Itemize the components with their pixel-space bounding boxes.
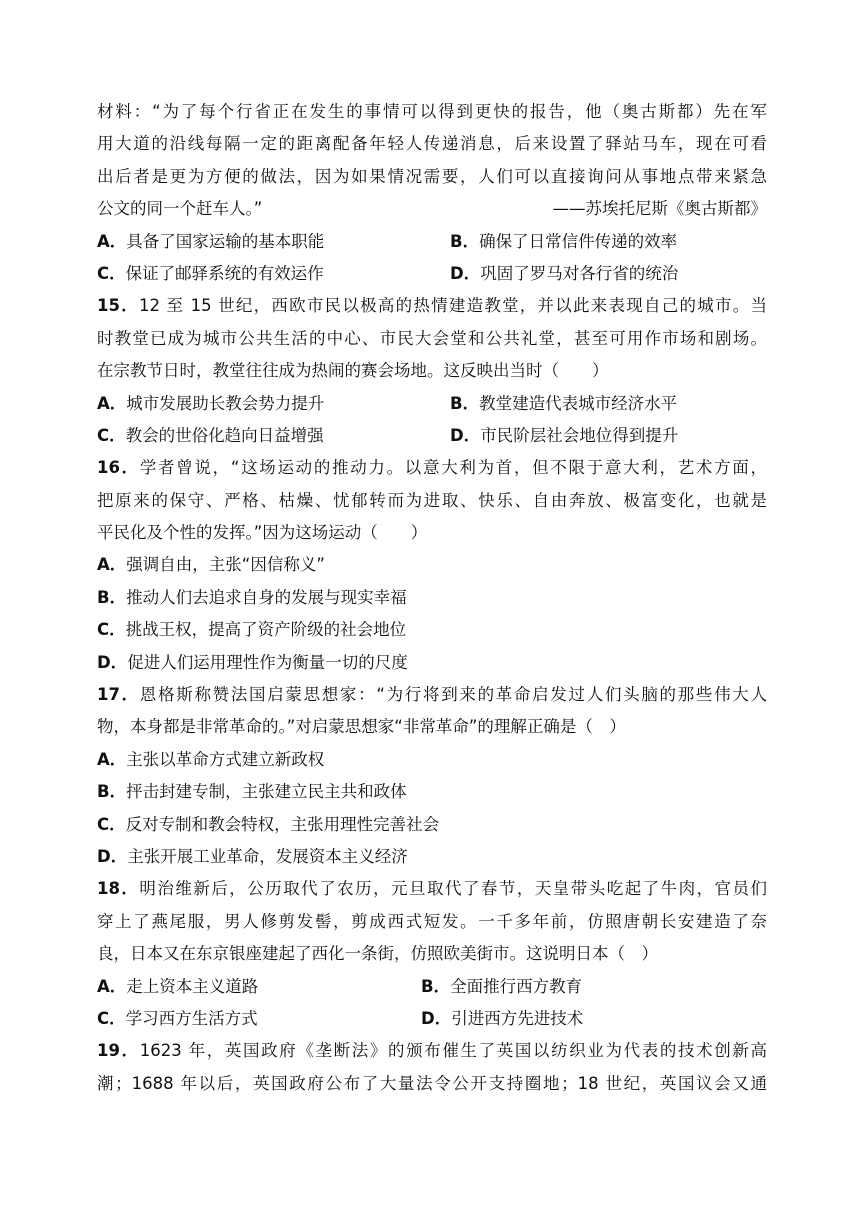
option-b[interactable]: B．抨击封建专制，主张建立民主共和政体 bbox=[97, 782, 407, 802]
material-block bbox=[97, 96, 767, 290]
material-line: 用大道的沿线每隔一定的距离配备年轻人传递消息，后来设置了驿站马车，现在可看 bbox=[97, 134, 767, 154]
option-d[interactable]: D．主张开展工业革命，发展资本主义经济 bbox=[97, 846, 408, 866]
question-stem-line: 把原来的保守、严格、枯燥、忧郁转而为进取、快乐、自由奔放、极富变化，也就是 bbox=[97, 490, 767, 510]
material-source: ——苏埃托尼斯《奥古斯都》 bbox=[552, 199, 767, 219]
options-row bbox=[97, 971, 767, 1003]
question-stem-line: 19．1623 年，英国政府《垄断法》的颁布催生了英国以纺织业为代表的技术创新高 bbox=[97, 1041, 767, 1061]
material-line: 材料：“为了每个行省正在发生的事情可以得到更快的报告，他（奥古斯都）先在军 bbox=[97, 102, 767, 121]
options-row bbox=[97, 258, 767, 290]
question-number: 16． bbox=[97, 458, 140, 478]
question-15 bbox=[97, 290, 767, 452]
options-row bbox=[97, 388, 767, 420]
material-last-line bbox=[97, 193, 767, 225]
option-c[interactable]: C．保证了邮驿系统的有效运作 bbox=[97, 263, 324, 283]
option-c[interactable]: C．挑战王权，提高了资产阶级的社会地位 bbox=[97, 620, 407, 640]
question-stem-line: 16．学者曾说，“这场运动的推动力。以意大利为首，但不限于意大利，艺术方面， bbox=[97, 458, 767, 478]
option-a[interactable]: A．强调自由，主张“因信称义” bbox=[97, 555, 325, 575]
option-b[interactable]: B．确保了日常信件传递的效率 bbox=[450, 231, 678, 251]
option-d[interactable]: D．市民阶层社会地位得到提升 bbox=[450, 425, 679, 445]
question-stem-line: 穿上了燕尾服，男人修剪发髻，剪成西式短发。一千多年前，仿照唐朝长安建造了奈 bbox=[97, 911, 767, 931]
option-a[interactable]: A．主张以革命方式建立新政权 bbox=[97, 749, 325, 769]
question-stem-line: 15．12 至 15 世纪，西欧市民以极高的热情建造教堂，并以此来表现自己的城市。当 bbox=[97, 296, 767, 316]
material-line: 出后者是更为方便的做法，因为如果情况需要，人们可以直接询问从事地点带来紧急 bbox=[97, 166, 767, 186]
option-b[interactable]: B．全面推行西方教育 bbox=[421, 976, 583, 996]
option-b[interactable]: B．教堂建造代表城市经济水平 bbox=[450, 393, 678, 413]
options-row bbox=[97, 226, 767, 258]
document-page bbox=[97, 96, 767, 1100]
options-row bbox=[97, 1003, 767, 1035]
question-19 bbox=[97, 1035, 767, 1100]
question-18 bbox=[97, 873, 767, 1035]
option-a[interactable]: A．城市发展助长教会势力提升 bbox=[97, 393, 325, 413]
option-a[interactable]: A．具备了国家运输的基本职能 bbox=[97, 231, 325, 251]
option-d[interactable]: D．促进人们运用理性作为衡量一切的尺度 bbox=[97, 652, 408, 672]
option-d[interactable]: D．巩固了罗马对各行省的统治 bbox=[450, 263, 679, 283]
question-stem-line: 潮；1688 年以后，英国政府公布了大量法令公开支持圈地；18 世纪，英国议会又通 bbox=[97, 1073, 767, 1093]
question-16 bbox=[97, 452, 767, 679]
question-stem-line: 18．明治维新后，公历取代了农历，元旦取代了春节，天皇带头吃起了牛肉，官员们 bbox=[97, 879, 768, 899]
option-c[interactable]: C．学习西方生活方式 bbox=[97, 1008, 258, 1028]
option-c[interactable]: C．反对专制和教会特权，主张用理性完善社会 bbox=[97, 814, 440, 834]
material-line: 公文的同一个赶车人。” bbox=[97, 199, 263, 219]
options-row bbox=[97, 420, 767, 452]
question-17 bbox=[97, 679, 767, 873]
question-stem-line: 时教堂已成为城市公共生活的中心、市民大会堂和公共礼堂，甚至可用作市场和剧场。 bbox=[97, 328, 767, 348]
question-number: 19． bbox=[97, 1041, 140, 1061]
question-stem-line: 良，日本又在东京银座建起了西化一条街，仿照欧美街市。这说明日本（ ） bbox=[97, 944, 658, 964]
question-number: 15． bbox=[97, 296, 139, 316]
question-stem-line: 平民化及个性的发挥。”因为这场运动（ ） bbox=[97, 523, 428, 543]
option-c[interactable]: C．教会的世俗化趋向日益增强 bbox=[97, 425, 324, 445]
question-number: 18． bbox=[97, 879, 140, 899]
option-b[interactable]: B．推动人们去追求自身的发展与现实幸福 bbox=[97, 587, 407, 607]
question-stem-line: 在宗教节日时，教堂往往成为热闹的赛会场地。这反映出当时（ ） bbox=[97, 361, 609, 381]
option-a[interactable]: A．走上资本主义道路 bbox=[97, 976, 259, 996]
question-stem-line: 物，本身都是非常革命的。”对启蒙思想家“非常革命”的理解正确是（ ） bbox=[97, 717, 626, 737]
question-number: 17． bbox=[97, 685, 140, 705]
option-d[interactable]: D．引进西方先进技术 bbox=[421, 1008, 584, 1028]
question-stem-line: 17．恩格斯称赞法国启蒙思想家：“为行将到来的革命启发过人们头脑的那些伟大人 bbox=[97, 685, 767, 705]
